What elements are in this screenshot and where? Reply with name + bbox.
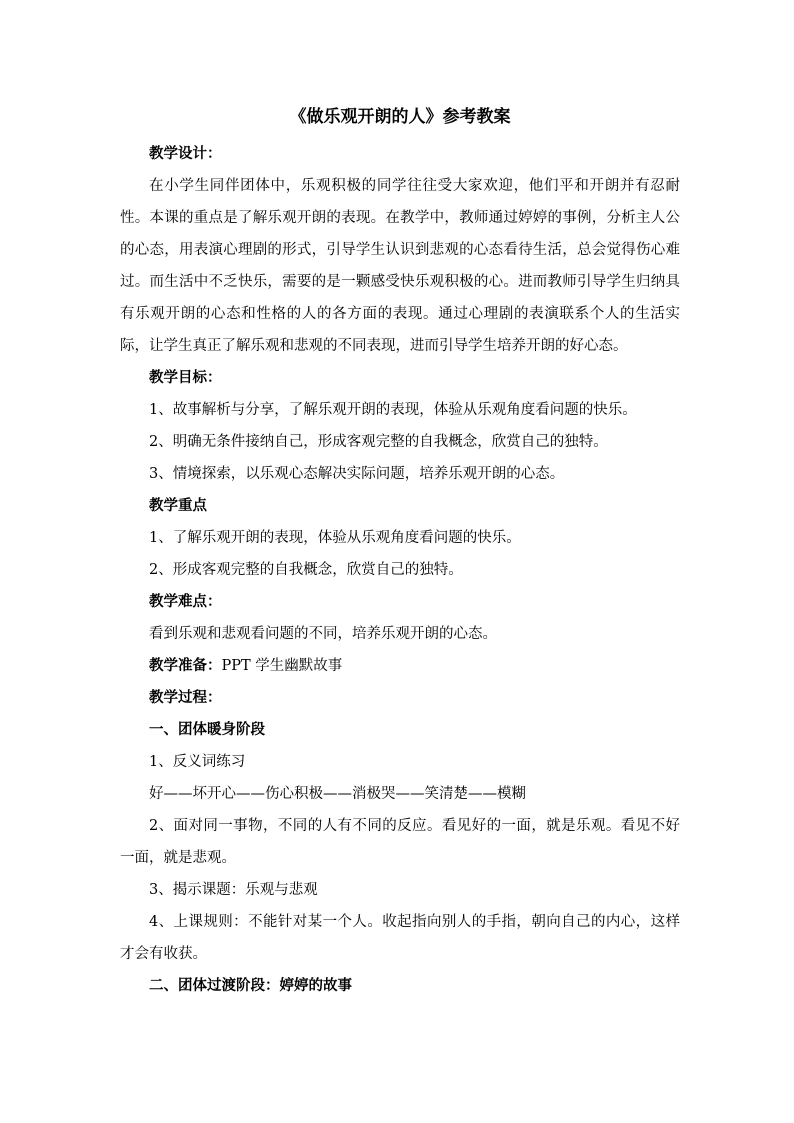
prep-line (120, 650, 680, 682)
prep-heading: 教学准备： (149, 657, 222, 674)
process-heading: 教学过程： (149, 689, 222, 706)
design-paragraph: 在小学生同伴团体中，乐观积极的同学往往受大家欢迎，他们平和开朗并有忍耐性。本课的重点是了解乐观开朗的表现。在教学中，教师通过婷婷的事例，分析主人公的心态，用表演心理剧的形式，引导学生认识到悲观的心态看待生活，总会觉得伤心难过。而生活中不乏快乐，需要的是一颗感受快乐观积极的心。进而教师引导学生归纳具有乐观开朗的心态和性格的人的各方面的表现。通过心理剧的表演联系个人的生活实际，让学生真正了解乐观和悲观的不同表现，进而引导学生培养开朗的好心态。 (120, 178, 680, 354)
stage1-item-2: 2、面对同一事物，不同的人有不同的反应。看见好的一面，就是乐观。看见不好一面，就是悲观。 (120, 818, 680, 866)
goal-item-3: 3、情境探索，以乐观心态解决实际问题，培养乐观开朗的心态。 (149, 466, 565, 482)
stage1-item-1: 1、反义词练习 (149, 754, 246, 770)
difficulty-text: 看到乐观和悲观看问题的不同，培养乐观开朗的心态。 (149, 626, 497, 642)
stage1-heading: 一、团体暖身阶段 (149, 721, 265, 738)
stage2-heading: 二、团体过渡阶段：婷婷的故事 (149, 977, 352, 994)
key-points-heading: 教学重点 (149, 497, 207, 514)
key-point-item-1: 1、了解乐观开朗的表现，体验从乐观角度看问题的快乐。 (149, 530, 521, 546)
stage1-item-3: 3、揭示课题：乐观与悲观 (149, 882, 318, 898)
goal-item-1: 1、故事解析与分享，了解乐观开朗的表现，体验从乐观角度看问题的快乐。 (149, 402, 637, 418)
difficulty-heading: 教学难点： (149, 593, 222, 610)
stage1-item-4: 4、上课规则：不能针对某一个人。收起指向别人的手指，朝向自己的内心，这样才会有收获。 (120, 914, 680, 962)
document-title: 《做乐观开朗的人》参考教案 (289, 107, 511, 127)
design-heading: 教学设计： (149, 145, 222, 162)
document-body (120, 138, 680, 1002)
goals-heading: 教学目标： (149, 369, 222, 386)
antonyms-line: 好——坏开心——伤心积极——消极哭——笑清楚——模糊 (149, 786, 526, 802)
prep-text: PPT 学生幽默故事 (221, 658, 343, 674)
goal-item-2: 2、明确无条件接纳自己，形成客观完整的自我概念，欣赏自己的独特。 (149, 434, 608, 450)
key-point-item-2: 2、形成客观完整的自我概念，欣赏自己的独特。 (149, 562, 463, 578)
